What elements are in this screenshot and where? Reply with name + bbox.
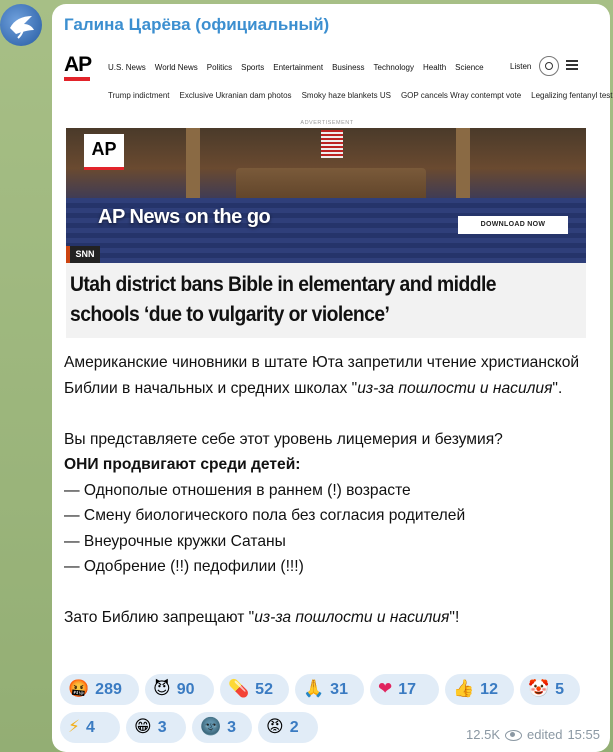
reaction-count: 17 — [398, 680, 417, 698]
pill-icon: 💊 — [228, 679, 250, 699]
nav-item: World News — [154, 63, 198, 72]
thumbs-up-icon: 👍 — [453, 679, 475, 699]
lightning-icon: ⚡ — [68, 717, 80, 737]
message-list-item: — Одобрение (!!) педофилии (!!!) — [64, 558, 304, 575]
flag-icon — [321, 130, 343, 158]
ad-ap-logo: AP — [84, 134, 124, 170]
reaction-count: 90 — [176, 680, 195, 698]
message-bubble — [52, 4, 613, 752]
ad-tagline: AP News on the go — [98, 206, 271, 228]
trending-item: Legalizing fentanyl test — [531, 91, 613, 100]
grinning-face-icon: 😁 — [134, 717, 152, 737]
reaction-count: 289 — [95, 680, 122, 698]
listen-label: Listen — [510, 62, 532, 71]
nav-item: Science — [455, 63, 484, 72]
message-list-item: — Однополые отношения в раннем (!) возрасте — [64, 481, 411, 499]
angry-face-icon: 😡 — [266, 717, 284, 737]
reaction-button[interactable] — [60, 674, 139, 705]
trending-item: Exclusive Ukranian dam photos — [179, 91, 292, 100]
reaction-count: 2 — [289, 718, 299, 736]
reaction-button[interactable] — [220, 674, 289, 705]
nav-item: Entertainment — [273, 63, 324, 72]
clown-face-icon: 🤡 — [528, 679, 550, 699]
nav-item: Technology — [373, 63, 415, 72]
message-time: 15:55 — [567, 727, 600, 742]
reaction-button[interactable] — [445, 674, 514, 705]
nav-item: Business — [332, 63, 365, 72]
reaction-button[interactable] — [192, 712, 252, 743]
message-paragraph: Вы представляете себе этот уровень лицемерия и безумия? — [64, 430, 503, 448]
channel-name[interactable]: Галина Царёва (официальный) — [64, 15, 330, 34]
trending-item: Smoky haze blankets US — [301, 91, 391, 100]
message-text — [64, 350, 604, 631]
reaction-count: 52 — [255, 680, 273, 698]
nav-item: Health — [423, 63, 447, 72]
site-header — [56, 42, 613, 108]
praying-hands-icon: 🙏 — [303, 679, 325, 699]
cursing-face-icon: 🤬 — [68, 679, 90, 699]
site-nav-bottom — [108, 91, 613, 100]
trending-item: Trump indictment — [108, 91, 170, 100]
smiling-devil-icon: 😈 — [153, 679, 171, 699]
view-count: 12.5K — [466, 727, 501, 742]
message-paragraph: Зато Библию запрещают "из-за пошлости и насилия"! — [64, 609, 460, 626]
ap-logo: AP — [64, 53, 90, 81]
reaction-count: 3 — [227, 718, 237, 736]
message-list-item: — Внеурочные кружки Сатаны — [64, 532, 286, 550]
ad-banner-image — [66, 128, 586, 263]
reaction-button[interactable] — [126, 712, 186, 743]
message-footer — [430, 727, 600, 742]
reaction-button[interactable] — [520, 674, 580, 705]
ad-download-button: DOWNLOAD NOW — [458, 216, 568, 234]
nav-item: Politics — [206, 63, 233, 72]
article-headline: Utah district bans Bible in elementary and middle schools ‘due to vulgarity or violence’ — [70, 273, 497, 326]
hamburger-icon — [566, 60, 578, 70]
snn-badge: SNN — [66, 246, 100, 263]
link-preview[interactable] — [56, 42, 613, 338]
reaction-count: 5 — [555, 680, 565, 698]
reaction-count: 12 — [480, 680, 498, 698]
quote-italic: из-за пошлости и насилия — [357, 379, 553, 397]
message-list-item: — Смену биологического пола без согласия родителей — [64, 507, 466, 524]
reaction-button[interactable] — [60, 712, 120, 743]
message-paragraph: Американские чиновники в штате Юта запретили чтение христианской Библии в начальных и средних школах "из-за пошлости и насилия". — [64, 354, 580, 397]
dark-face-icon: 🌚 — [200, 717, 222, 737]
search-icon — [539, 56, 559, 76]
channel-avatar[interactable] — [0, 4, 42, 46]
reaction-count: 3 — [157, 718, 167, 736]
reaction-button[interactable] — [370, 674, 439, 705]
site-nav-top — [108, 63, 484, 72]
nav-item: Sports — [241, 63, 265, 72]
reaction-button[interactable] — [258, 712, 318, 743]
reaction-count: 4 — [85, 718, 95, 736]
eye-icon — [505, 729, 522, 740]
message-bold: ОНИ продвигают среди детей: — [64, 456, 301, 473]
reaction-button[interactable] — [145, 674, 214, 705]
reaction-button[interactable] — [295, 674, 364, 705]
nav-item: U.S. News — [108, 63, 146, 72]
reaction-count: 31 — [330, 680, 348, 698]
quote-italic: из-за пошлости и насилия — [254, 609, 450, 626]
edited-label: edited — [527, 727, 563, 742]
red-heart-icon: ❤ — [378, 679, 393, 699]
trending-item: GOP cancels Wray contempt vote — [400, 91, 522, 100]
dove-icon — [0, 4, 42, 46]
ad-label: ADVERTISEMENT — [300, 120, 354, 126]
